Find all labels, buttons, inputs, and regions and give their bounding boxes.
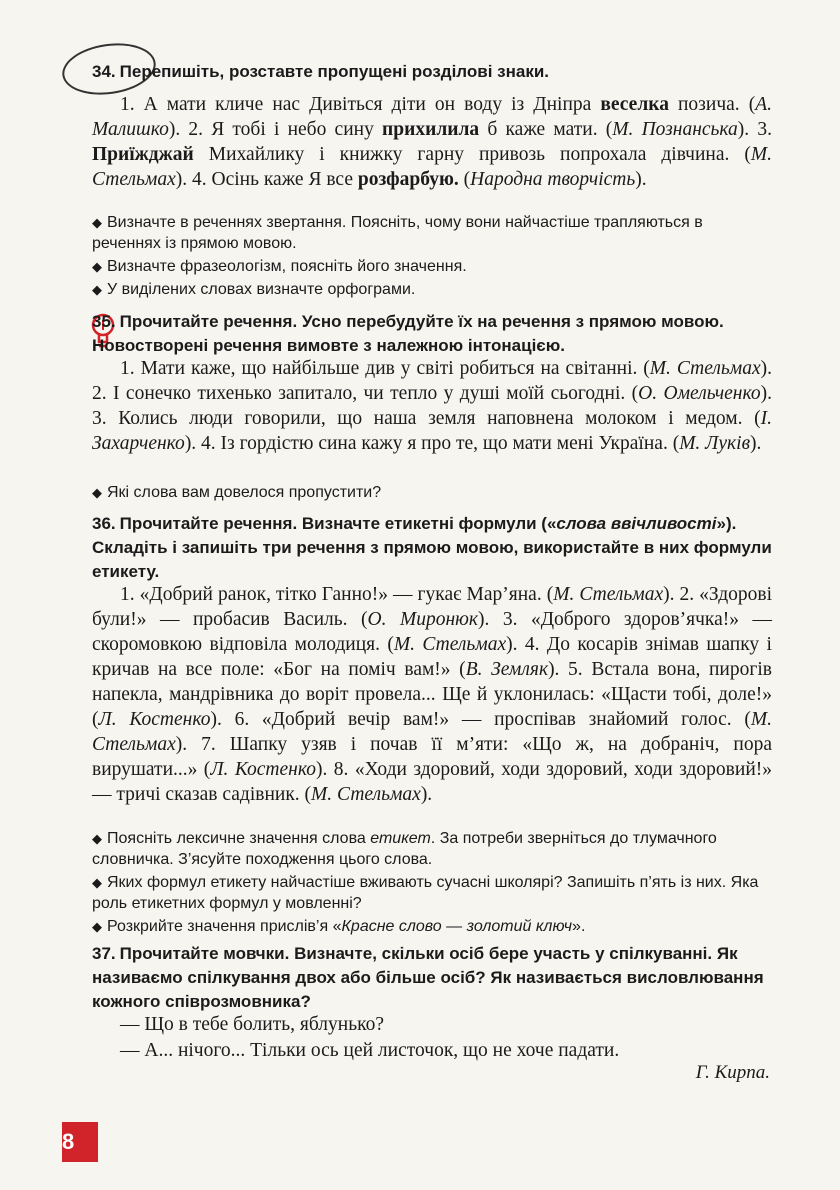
italic-text: В. Земляк [465, 659, 549, 680]
bullet-diamond-icon: ◆ [92, 919, 102, 934]
question-text: Визначте фразеологізм, поясніть його значення. [107, 258, 467, 275]
text-run: ). [420, 784, 433, 805]
question-item [92, 279, 772, 300]
text-run: Михайлику і книжку гарну привозь попрохала дівчина. ( [193, 144, 751, 165]
text-run: ). 8. «Ходи здоровий, ходи здоровий, ходи здоровий!» — тричі сказав садівник. ( [92, 759, 773, 805]
text-run: ). 3. Колись люди говорили, що наша земля наповнена молоком і медом. ( [92, 383, 772, 429]
italic-text: І. Захарченко [92, 408, 772, 454]
task-36-questions [92, 828, 772, 939]
text-run: 1. А мати кличе нас Дивіться діти он воду із Дніпра [120, 94, 601, 115]
task-37-heading [92, 942, 772, 1014]
text-run: Розкрийте значення прислів’я « [107, 918, 342, 935]
italic-text: М. Стельмах [393, 634, 507, 655]
bullet-diamond-icon: ◆ [92, 831, 102, 846]
text-run: 1. «Добрий ранок, тітко Ганно!» — гукає Мар’яна. ( [120, 584, 554, 605]
text-run: б каже мати. ( [479, 119, 613, 140]
question-item [92, 916, 772, 937]
bold-word: розфарбую. [357, 169, 459, 190]
text-run: ). 7. Шапку узяв і почав її м’яти: «Що ж, на добраніч, пора вирушати...» ( [92, 734, 772, 780]
italic-text: М. Стельмах [311, 784, 421, 805]
italic-text: М. Луків [679, 433, 751, 454]
text-run: позича. ( [668, 94, 756, 115]
text-run: Прочитайте речення. Визначте етикетні формули (« [119, 514, 557, 533]
text-run: ). 4. До косарів знімав шапку і кричав на все поле: «Бог на поміч вам!» ( [92, 634, 772, 680]
question-text: Визначте в реченнях звертання. Поясніть, чому вони найчастіше трапляються в реченнях із прямою мовою. [92, 214, 703, 252]
bullet-diamond-icon: ◆ [92, 485, 102, 500]
bold-word: веселка [600, 94, 669, 115]
task-34-questions [92, 212, 772, 302]
task-number: 37. [92, 944, 116, 963]
text-run: ». [572, 918, 586, 935]
text-run: . За потреби зверніться до тлумачного словничка. З’ясуйте походження цього слова. [92, 830, 717, 868]
exercise-paragraph [92, 92, 772, 192]
question-text: У виділених словах визначте орфограми. [107, 281, 416, 298]
italic-text: Народна творчість [470, 169, 636, 190]
text-run: Поясніть лексичне значення слова [107, 830, 371, 847]
text-run: ). 4. Із гордістю сина кажу я про те, що мати мені Україна. ( [184, 433, 680, 454]
task-36-heading [92, 512, 772, 584]
task-title: Прочитайте мовчки. Визначте, скільки осіб бере участь у спілкуванні. Як називаємо спілкування двох або більше осіб? Як називається висловлювання кожного співрозмовника? [92, 944, 764, 1011]
author-signature: Г. Кирпа. [695, 1062, 770, 1083]
italic-text: О. Омельченко [638, 383, 761, 404]
italic-text: М. Стельмах [92, 144, 772, 190]
page-number-tab: 8 [62, 1122, 98, 1162]
text-run: ). 3. «Доброго здоров’ячка!» — скоромовкою відповіла молодиця. ( [92, 609, 772, 655]
task-36-text [92, 582, 772, 807]
task-number: 34. [92, 62, 116, 81]
italic-text: М. Стельмах [649, 358, 761, 379]
text-run: ). [635, 169, 647, 190]
task-number: 36. [92, 514, 116, 533]
task-35-heading [92, 310, 772, 358]
exercise-paragraph [92, 356, 772, 456]
exercise-paragraph [92, 582, 772, 807]
bold-word: прихилила [382, 119, 480, 140]
italic-text: М. Стельмах [553, 584, 664, 605]
question-item [92, 256, 772, 277]
italic-text: М. Познанська [612, 119, 738, 140]
task-title [92, 514, 772, 581]
text-run: 1. Мати каже, що найбільше див у світі робиться на світанні. ( [120, 358, 650, 379]
bullet-diamond-icon: ◆ [92, 259, 102, 274]
task-number: 35. [92, 312, 116, 331]
text-run: ). [750, 433, 762, 454]
text-run: ). 2. Я тобі і небо сину [168, 119, 383, 140]
italic-text: Красне слово — золотий ключ [341, 918, 573, 935]
italic-text: етикет [370, 830, 431, 847]
italic-text: Л. Костенко [98, 709, 211, 730]
bullet-diamond-icon: ◆ [92, 215, 102, 230]
text-run: ). 5. Встала вона, пирогів напекла, мандрівника до воріт провела... Ще й уклонилась: «Щасти тобі, доле!» ( [92, 659, 772, 730]
task-35-text [92, 356, 772, 456]
task-35-questions [92, 482, 772, 505]
dialog-line: — А... нічого... Тільки ось цей листочок, що не хоче падати. [120, 1040, 620, 1061]
text-run: ). 4. Осінь каже Я все [175, 169, 358, 190]
bullet-diamond-icon: ◆ [92, 875, 102, 890]
task-34-text [92, 92, 772, 192]
question-item [92, 212, 772, 254]
question-text: Які слова вам довелося пропустити? [107, 484, 382, 501]
text-run: ). 6. «Добрий вечір вам!» — проспівав знайомий голос. ( [210, 709, 751, 730]
italic-text: О. Миронюк [367, 609, 478, 630]
italic-text: М. Стельмах [92, 709, 772, 755]
italic-text: Л. Костенко [210, 759, 316, 780]
question-item [92, 872, 772, 914]
task-title: Перепишіть, розставте пропущені розділові знаки. [119, 62, 550, 81]
question-item [92, 828, 772, 870]
italic-text: А. Малишко [92, 94, 773, 140]
italic-text: слова ввічливості [556, 514, 717, 533]
text-run: Яких формул етикету найчастіше вживають сучасні школярі? Запишіть п’ять із них. Яка роль етикетних формул у мовленні? [92, 874, 759, 912]
task-37-dialog [92, 1012, 772, 1064]
bullet-diamond-icon: ◆ [92, 282, 102, 297]
text-run: ). 2. І сонечко тихенько запитало, чи тепло у душі моїй сьогодні. ( [92, 358, 772, 404]
task-title: Прочитайте речення. Усно перебудуйте їх на речення з прямою мовою. Новостворені речення вимовте з належною інтонацією. [92, 312, 724, 355]
question-item [92, 482, 772, 503]
text-run: ). 3. [737, 119, 772, 140]
text-run: ). 2. «Здорові були!» — пробасив Василь. ( [92, 584, 772, 630]
text-run: ( [458, 169, 471, 190]
bold-word: Приїжджай [92, 144, 194, 165]
task-34-heading [92, 60, 772, 84]
dialog-line: — Що в тебе болить, яблунько? [120, 1014, 384, 1035]
text-run: »). Складіть і запишіть три речення з прямою мовою, використайте в них формули етикету. [92, 514, 772, 581]
